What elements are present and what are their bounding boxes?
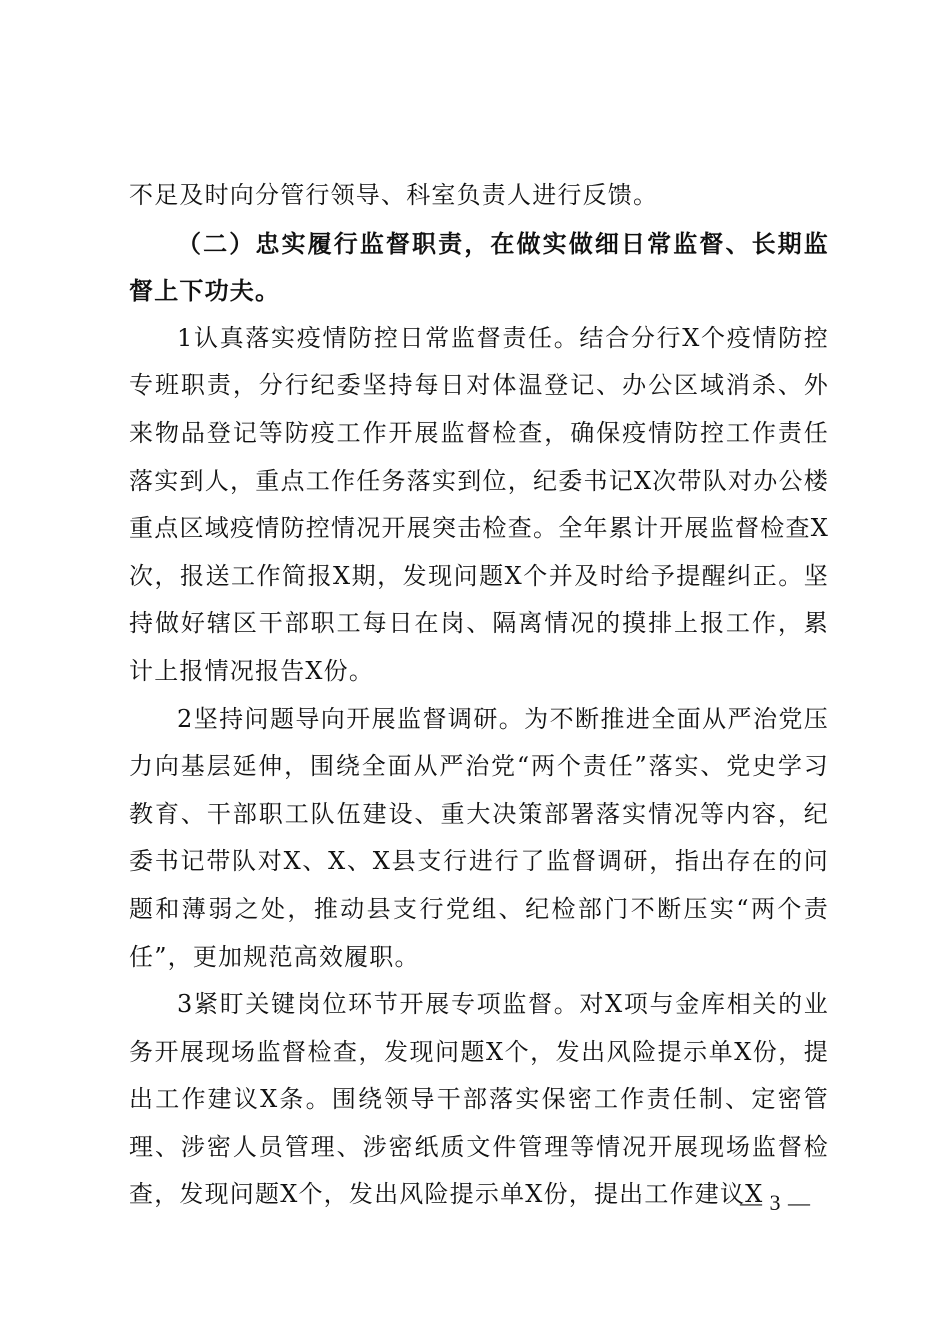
section-heading: （二）忠实履行监督职责，在做实做细日常监督、长期监督上下功夫。 — [129, 228, 829, 306]
paragraph-item-3: 3紧盯关键岗位环节开展专项监督。对X项与金库相关的业务开展现场监督检查，发现问题X个，发出风险提示单X份，提出工作建议X条。围绕领导干部落实保密工作责任制、定密管理、涉密人员管理、涉密纸质文件管理等情况开展现场监督检查，发现问题X个，发出风险提示单X份，提出工作建议X — [129, 990, 829, 1209]
paragraph-continuation: 不足及时向分管行领导、科室负责人进行反馈。 — [129, 181, 659, 209]
page-number: — 3 — — [740, 1190, 811, 1215]
body-text — [129, 172, 829, 1219]
paragraph-item-1: 1认真落实疫情防控日常监督责任。结合分行X个疫情防控专班职责，分行纪委坚持每日对体温登记、办公区域消杀、外来物品登记等防疫工作开展监督检查，确保疫情防控工作责任落实到人，重点工作任务落实到位，纪委书记X次带队对办公楼重点区域疫情防控情况开展突击检查。全年累计开展监督检查X次，报送工作简报X期，发现问题X个并及时给予提醒纠正。坚持做好辖区干部职工每日在岗、隔离情况的摸排上报工作，累计上报情况报告X份。 — [129, 323, 829, 685]
paragraph-item-2: 2坚持问题导向开展监督调研。为不断推进全面从严治党压力向基层延伸，围绕全面从严治党“两个责任”落实、党史学习教育、干部职工队伍建设、重大决策部署落实情况等内容，纪委书记带队对X、X、X县支行进行了监督调研，指出存在的问题和薄弱之处，推动县支行党组、纪检部门不断压实“两个责任”，更加规范高效履职。 — [129, 704, 829, 971]
